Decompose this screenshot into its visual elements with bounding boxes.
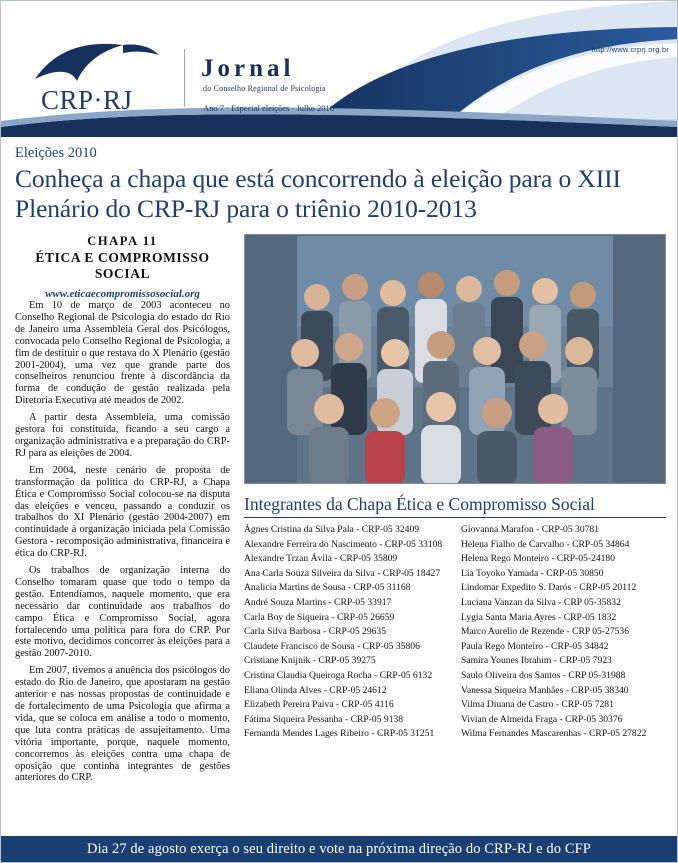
list-item: Samira Younes Ibrahim - CRP-05 7923 [461, 655, 612, 667]
list-item: Helena Fialho de Carvalho - CRP-05 34864 [461, 538, 630, 550]
website-url[interactable]: http://www.crprj.org.br [591, 45, 669, 54]
list-item: Fátima Siqueira Pessanha - CRP-05 9138 [244, 713, 404, 725]
right-column [244, 234, 666, 784]
members-rule [244, 517, 666, 518]
list-item: Giovanna Marafon - CRP-05 30781 [461, 524, 600, 535]
jornal-title-block [201, 55, 334, 113]
list-item: Lindomar Expedito S. Darós - CRP-05 20112 [461, 582, 637, 594]
list-item: André Souza Martins - CRP-05 33917 [244, 596, 392, 608]
page-title: Conheça a chapa que está concorrendo à eleição para o XIII Plenário do CRP-RJ para o triênio 2010-2013 [15, 164, 621, 223]
list-item: Lia Toyoko Yamada - CRP-05 30850 [461, 567, 604, 579]
list-item: Carla Boy de Siqueira - CRP-05 26659 [244, 611, 395, 623]
crp-logo-text: CRP·RJ [41, 85, 133, 115]
group-photo-illustration [245, 235, 665, 484]
headline-zone [1, 137, 677, 224]
article-body [15, 300, 230, 784]
list-item: Ágnes Cristina da Silva Pala - CRP-05 32409 [244, 524, 420, 535]
list-item: Cristina Claudia Queiroga Rocha - CRP-05 6132 [244, 669, 433, 681]
article-paragraph: Os trabalhos de organização interna do Conselho tomaram quase que todo o tempo da gestão. Entendíamos, naquele momento, que era necessário dar continuidade aos trabalhos do campo Ética e Compromisso Social, agora fortalecendo uma política para fora do CRP. Por este motivo, decidimos concorrer às eleições para a gestão 2007-2010. [15, 565, 230, 660]
article-paragraph: A partir desta Assembleia, uma comissão gestora foi constituída, ficando a seu cargo a organização administrativa e a preparação do CRP-RJ para as eleições de 2004. [15, 412, 230, 459]
members-column-right [461, 523, 666, 742]
list-item: Alexandre Ferreira do Nascimento - CRP-05 33108 [244, 538, 443, 550]
footer-call-to-action: Dia 27 de agosto exerça o seu direito e vote na próxima direção do CRP-RJ e do CFP [1, 836, 677, 862]
list-item: Saulo Oliveira dos Santos - CRP 05-31988 [461, 669, 626, 681]
members-title: Integrantes da Chapa Ética e Compromisso Social [244, 494, 595, 514]
list-item: Eliana Olinda Alves - CRP-05 24612 [244, 684, 387, 696]
list-item: Vilma Diuana de Castro - CRP-05 7281 [461, 699, 614, 711]
list-item: Marco Aurelio de Rezende - CRP 05-27536 [461, 626, 630, 638]
list-item: Vanessa Siqueira Manhães - CRP-05 38340 [461, 684, 629, 696]
list-item: Carla Silva Barbosa - CRP-05 29635 [244, 626, 387, 638]
list-item: Analicia Martins de Sousa - CRP-05 31168 [244, 582, 411, 594]
article-paragraph: Em 10 de março de 2003 aconteceu no Conselho Regional de Psicologia do estado do Rio de Janeiro uma Assembleia Geral dos Psicólogos, convocada pelo Conselho Regional de Psicologia, a fim de destituir o que restava do X Plenário (gestão 2001-2004), uma vez que grande parte dos conselheiros renunciou frente à discordância da forma de condução de gestão realizada pela Diretoria Executiva até meados de 2002. [15, 300, 230, 407]
chapa-name: ÉTICA E COMPROMISSO SOCIAL [35, 250, 210, 281]
list-item: Wilma Fernandes Mascarenhas - CRP-05 27822 [461, 728, 647, 740]
list-item: Claudete Francisco de Sousa - CRP-05 35806 [244, 640, 420, 652]
group-photo [244, 234, 666, 484]
masthead-divider [184, 49, 185, 107]
article-paragraph: Em 2007, tivemos a anuência dos psicólogos do estado do Rio de Janeiro, que apostaram na gestão anterior e nas nossas propostas de continuidade e de fortalecimento de uma Psicologia que afirma a vida, que se coloca em análise a todo o momento, que luta contra práticas de assujeitamento. Uma vitória importante, porque, naquele momento, concorremos às eleições contra uma chapa de oposição que continha integrantes de gestões anteriores do CRP. [15, 665, 230, 784]
members-list [244, 523, 666, 742]
list-item: Alexandre Trzan Ávila - CRP-05 35809 [244, 553, 398, 565]
headline-eyebrow: Eleições 2010 [15, 145, 97, 161]
chapa-header [15, 234, 230, 282]
jornal-issue-info: Ano 7 · Especial eleições · Julho 2010 [203, 103, 335, 113]
members-column-left [244, 523, 449, 742]
chapa-number: CHAPA 11 [87, 234, 158, 248]
jornal-subtitle: do Conselho Regional de Psicologia [203, 84, 326, 93]
list-item: Lygia Santa Maria Ayres - CRP-05 1832 [461, 611, 617, 623]
list-item: Fernanda Mendes Lages Ribeiro - CRP-05 31251 [244, 728, 435, 740]
masthead [1, 1, 677, 137]
list-item: Ana Carla Souza Silveira da Silva - CRP-05 18427 [244, 567, 441, 579]
list-item: Luciana Vanzan da Silva - CRP 05-35832 [461, 596, 621, 608]
list-item: Vivian de Almeida Fraga - CRP-05 30376 [461, 713, 623, 725]
article-paragraph: Em 2004, neste cenário de proposta de transformação da política do CRP-RJ, a Chapa Ética e Compromisso Social colocou-se na disputa das eleições e venceu, passando a conduzir os trabalhos do XI Plenário (gestão 2004-2007) em continuidade à organização iniciada pela Comissão Gestora - recomposição administrativa, financeira e ética do CRP-RJ. [15, 464, 230, 560]
article-content [1, 224, 677, 784]
chapa-website-link[interactable]: www.eticaecompromissosocial.org [45, 288, 200, 300]
list-item: Helena Rego Monteiro - CRP-05-24180 [461, 553, 616, 565]
left-column [15, 234, 230, 784]
jornal-title: Jornal [201, 55, 295, 82]
list-item: Cristiane Knijnik - CRP-05 39275 [244, 655, 376, 667]
list-item: Elizabeth Pereira Paiva - CRP-05 4116 [244, 699, 394, 711]
list-item: Paula Rego Monteiro - CRP-05 34842 [461, 640, 609, 652]
crp-logo [27, 39, 177, 117]
